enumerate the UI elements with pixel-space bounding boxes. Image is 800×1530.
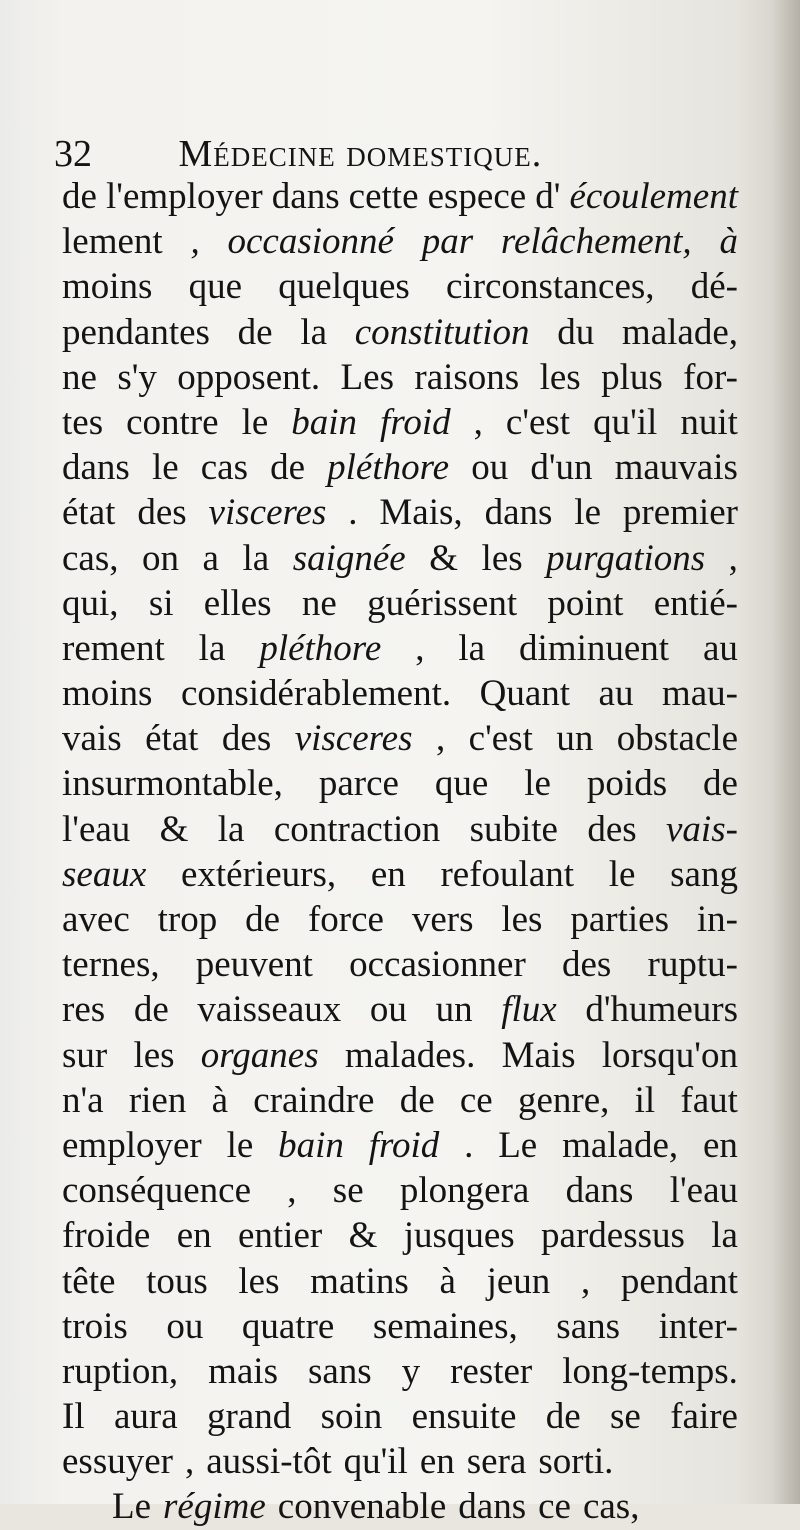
italic-word: écoulement <box>569 176 738 217</box>
italic-word: purgations <box>546 537 706 579</box>
word: nuit <box>680 401 738 443</box>
word: la <box>458 627 486 669</box>
italic-word: visceres <box>294 718 413 760</box>
word: poids <box>586 763 668 805</box>
word: dans <box>271 176 340 217</box>
word: , <box>473 401 483 443</box>
word: aura <box>113 1396 178 1438</box>
word: ensuite <box>411 1396 517 1438</box>
word: Quant <box>479 673 571 715</box>
word: pendantes <box>62 311 210 353</box>
text-line <box>62 1439 738 1484</box>
italic-word: à <box>719 221 738 263</box>
word: état <box>145 718 199 760</box>
italic-word: occasionné <box>227 221 394 263</box>
word: conséquence <box>62 1170 252 1212</box>
word: de <box>399 1079 435 1121</box>
word: obstacle <box>616 718 738 760</box>
word: qui, <box>62 582 119 624</box>
text-line <box>62 581 738 626</box>
word: moins <box>62 673 153 715</box>
text-line <box>62 219 738 264</box>
word: se <box>610 1396 641 1438</box>
text-line <box>62 716 738 761</box>
word: le <box>151 447 179 489</box>
word: , <box>287 1170 297 1212</box>
word: contraction <box>273 808 441 850</box>
word: extérieurs, <box>180 853 337 895</box>
text-line <box>62 1213 738 1258</box>
word: des <box>221 718 272 760</box>
word: diminuent <box>519 627 670 669</box>
word: sur <box>62 1034 108 1076</box>
word: les <box>539 356 581 398</box>
word: les <box>238 1260 280 1302</box>
italic-word: constitution <box>354 311 530 353</box>
word: premier <box>622 492 738 534</box>
text-line <box>62 445 738 490</box>
word: quelques <box>278 266 410 308</box>
word: jusques <box>403 1215 515 1257</box>
italic-word: froid <box>380 401 451 443</box>
word: la <box>711 1215 738 1257</box>
word: vaisseaux <box>197 989 342 1031</box>
word: ce <box>459 1079 493 1121</box>
word: pendant <box>620 1260 738 1302</box>
word: le <box>524 763 551 805</box>
text-line <box>62 852 738 897</box>
italic-word: relâchement, <box>500 221 692 263</box>
text-line <box>62 942 738 987</box>
word: sans <box>556 1305 621 1347</box>
word: ou <box>471 447 509 489</box>
word: Mais, <box>379 492 463 534</box>
italic-word: pléthore <box>259 627 382 669</box>
word: les <box>501 899 543 940</box>
italic-word: pléthore <box>327 447 450 489</box>
text-line <box>62 355 738 400</box>
word: , <box>184 1441 195 1483</box>
word: de <box>62 176 97 217</box>
word: d' <box>535 176 561 217</box>
word: trois <box>62 1305 128 1347</box>
word: circonstances, <box>446 266 655 308</box>
word: elles <box>203 582 272 624</box>
word: en <box>702 1124 738 1166</box>
word: ruptu- <box>647 944 738 986</box>
word: & <box>348 1215 378 1257</box>
word: inter- <box>658 1305 738 1347</box>
word: mais <box>208 1350 278 1392</box>
word: vers <box>411 899 474 940</box>
word: des <box>562 944 612 986</box>
word: en <box>370 853 406 895</box>
word: de <box>245 899 281 940</box>
text-line <box>62 671 738 716</box>
word: la <box>242 537 270 579</box>
word: in- <box>696 899 738 940</box>
running-header <box>54 128 614 180</box>
word: guérissent <box>367 582 518 624</box>
word: , <box>415 627 425 669</box>
word: un <box>556 718 594 760</box>
word: Le <box>498 1124 538 1166</box>
word: ou <box>166 1305 204 1347</box>
word: en <box>419 1441 455 1483</box>
body-text <box>62 174 738 1530</box>
word: la <box>198 627 226 669</box>
word: froide <box>62 1215 151 1257</box>
word: soin <box>320 1396 383 1438</box>
word: Il <box>62 1396 85 1438</box>
running-title: Médecine domestique. <box>178 133 543 175</box>
italic-word: seaux <box>62 853 147 895</box>
word: . <box>348 492 358 534</box>
word: semaines, <box>372 1305 518 1347</box>
word: de <box>703 763 738 805</box>
word: malade, <box>562 1124 679 1166</box>
word: à <box>211 1079 229 1121</box>
word: plongera <box>399 1170 530 1212</box>
word: au <box>703 627 738 669</box>
word: la <box>300 311 328 353</box>
word: c'est <box>468 718 533 760</box>
word: le <box>241 401 269 443</box>
word: les <box>133 1034 175 1076</box>
word: pardessus <box>541 1215 685 1257</box>
word: ruption, <box>62 1350 179 1392</box>
word: de <box>270 447 306 489</box>
italic-word: organes <box>200 1034 319 1076</box>
word: sans <box>307 1350 372 1392</box>
italic-word: flux <box>501 989 557 1031</box>
word: vais <box>62 718 122 760</box>
italic-word: froid <box>368 1124 440 1166</box>
word: for- <box>683 356 738 398</box>
text-line <box>62 1259 738 1304</box>
word: la <box>217 808 245 850</box>
word: entier <box>237 1215 323 1257</box>
word: occasionner <box>349 944 526 986</box>
text-line <box>62 1168 738 1213</box>
text-line <box>62 1484 738 1529</box>
word: se <box>332 1170 364 1212</box>
word: le <box>226 1124 254 1166</box>
word: considérablement. <box>180 673 452 715</box>
word: plus <box>601 356 663 398</box>
page-number: 32 <box>54 133 92 175</box>
word: Mais <box>501 1034 576 1076</box>
word: res <box>62 989 106 1031</box>
word: à <box>439 1260 456 1302</box>
word: il <box>634 1079 656 1121</box>
text-line <box>62 626 738 671</box>
word: faut <box>680 1079 738 1121</box>
text-line <box>62 1304 738 1349</box>
word: ou <box>369 989 407 1031</box>
word: a <box>202 537 219 579</box>
word: insurmontable, <box>62 763 283 805</box>
text-line <box>62 1394 738 1439</box>
page-edge-shadow <box>772 0 800 1504</box>
word: malade, <box>621 311 738 353</box>
word: ne <box>301 582 337 624</box>
word: dans <box>62 447 130 489</box>
word: état <box>62 492 116 534</box>
word: espece <box>427 176 527 217</box>
word: craindre <box>253 1079 375 1121</box>
word: rester <box>450 1350 533 1392</box>
word: , <box>580 1260 591 1302</box>
word: quatre <box>241 1305 335 1347</box>
word: du <box>557 311 595 353</box>
word: y <box>401 1350 421 1392</box>
word: rien <box>128 1079 187 1121</box>
word: l'employer <box>106 176 263 217</box>
word: Les <box>340 356 394 398</box>
italic-word: bain <box>278 1124 344 1166</box>
text-line <box>62 1349 738 1394</box>
word: jeun <box>486 1260 551 1302</box>
word: opposent. <box>177 356 321 398</box>
italic-word: par <box>421 221 474 263</box>
word: genre, <box>517 1079 610 1121</box>
word: de <box>237 311 273 353</box>
word: ne <box>62 356 97 398</box>
word: moins <box>62 266 153 308</box>
italic-word: vais- <box>666 808 738 850</box>
word: de <box>133 989 169 1031</box>
word: l'eau <box>669 1170 738 1212</box>
word: tes <box>62 401 104 443</box>
word: cas, <box>582 1486 640 1528</box>
word: cette <box>348 176 419 217</box>
word: peuvent <box>195 944 313 986</box>
word: un <box>435 989 473 1031</box>
text-line <box>62 897 738 942</box>
text-line <box>62 1078 738 1123</box>
word: employer <box>62 1124 202 1166</box>
word: force <box>307 899 384 940</box>
word: que <box>434 763 489 805</box>
word: dans <box>565 1170 634 1212</box>
word: que <box>188 266 243 308</box>
word: raisons <box>414 356 520 398</box>
word: lement <box>62 221 163 263</box>
word: de <box>545 1396 581 1438</box>
word: d'un <box>530 447 593 489</box>
word: rement <box>62 627 165 669</box>
word: Le <box>112 1486 152 1528</box>
word: point <box>547 582 624 624</box>
italic-word: saignée <box>292 537 406 579</box>
word: long-temps. <box>562 1350 738 1392</box>
word: qu'il <box>593 401 658 443</box>
word: les <box>481 537 523 579</box>
word: c'est <box>505 401 571 443</box>
word: . <box>464 1124 474 1166</box>
word: parties <box>570 899 669 940</box>
word: mauvais <box>614 447 738 489</box>
word: au <box>598 673 634 715</box>
word: entié- <box>653 582 738 624</box>
word: cas, <box>62 537 119 579</box>
word: aussi-tôt <box>206 1441 332 1483</box>
word: qu'il <box>343 1441 408 1483</box>
text-line <box>62 310 738 355</box>
word: subite <box>469 808 558 850</box>
word: ternes, <box>62 944 160 986</box>
word: le <box>574 492 601 534</box>
text-line <box>62 761 738 806</box>
word: trop <box>157 899 218 940</box>
word: l'eau <box>62 808 131 850</box>
text-line <box>62 264 738 309</box>
word: malades. <box>344 1034 476 1076</box>
word: avec <box>62 899 130 940</box>
word: lorsqu'on <box>601 1034 738 1076</box>
word: essuyer <box>62 1441 173 1483</box>
text-line <box>62 536 738 581</box>
word: s'y <box>117 356 157 398</box>
word: dé- <box>690 266 738 308</box>
word: , <box>728 537 738 579</box>
word: sera <box>466 1441 527 1483</box>
word: parce <box>318 763 399 805</box>
word: sang <box>670 853 738 895</box>
word: sorti. <box>538 1441 614 1483</box>
word: le <box>608 853 636 895</box>
word: convenable <box>277 1486 447 1528</box>
text-line <box>62 174 738 219</box>
word: dans <box>484 492 553 534</box>
word: on <box>142 537 180 579</box>
word: ce <box>538 1486 571 1528</box>
word: dans <box>458 1486 527 1528</box>
word: d'humeurs <box>585 989 738 1031</box>
italic-word: bain <box>291 401 358 443</box>
word: cas <box>200 447 248 489</box>
text-line <box>62 987 738 1032</box>
text-line <box>62 490 738 535</box>
word: grand <box>206 1396 292 1438</box>
text-line <box>62 1033 738 1078</box>
word: & <box>159 808 189 850</box>
italic-word: régime <box>163 1486 266 1528</box>
text-line <box>62 1123 738 1168</box>
word: refoulant <box>440 853 575 895</box>
italic-word: visceres <box>208 492 327 534</box>
word: des <box>587 808 637 850</box>
word: en <box>176 1215 212 1257</box>
word: tous <box>146 1260 208 1302</box>
word: & <box>429 537 459 579</box>
text-line <box>62 807 738 852</box>
word: mau- <box>661 673 738 715</box>
word: matins <box>310 1260 409 1302</box>
word: si <box>148 582 174 624</box>
word: , <box>435 718 446 760</box>
word: contre <box>126 401 219 443</box>
word: n'a <box>62 1079 104 1121</box>
italic-word: , <box>190 221 200 263</box>
word: tête <box>62 1260 116 1302</box>
word: des <box>137 492 187 534</box>
word: faire <box>670 1396 738 1438</box>
text-line <box>62 400 738 445</box>
